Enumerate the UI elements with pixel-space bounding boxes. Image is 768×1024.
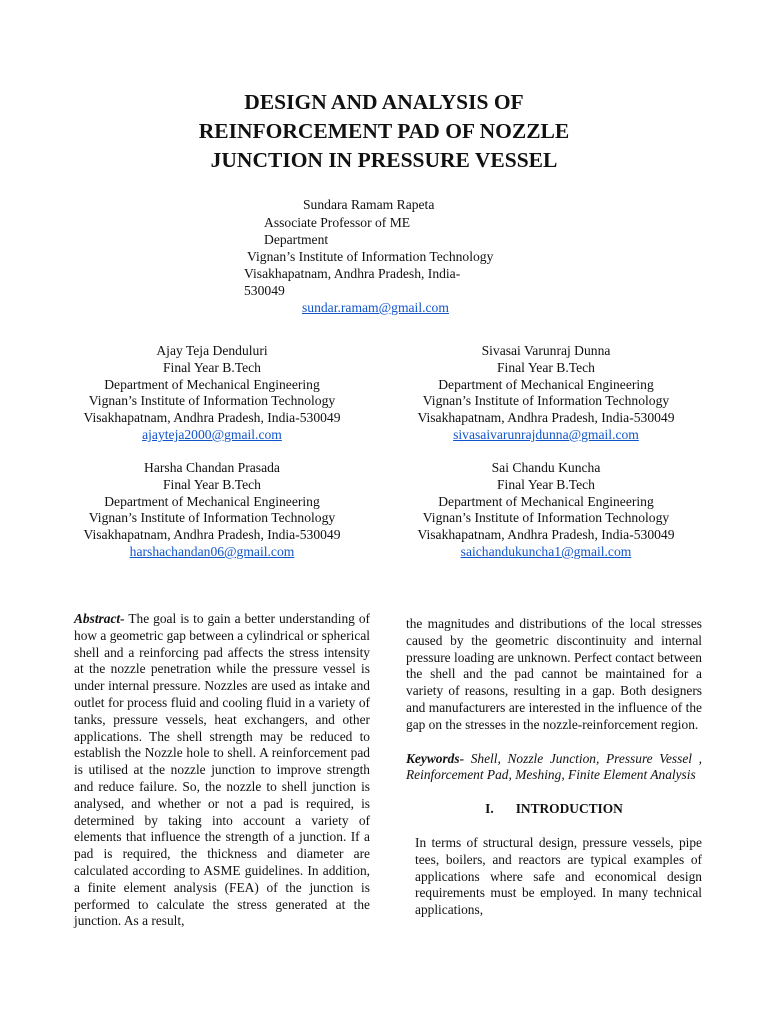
- section-heading: [406, 801, 702, 818]
- abstract-label: Abstract-: [74, 611, 125, 626]
- author-address: Visakhapatnam, Andhra Pradesh, India-530049: [417, 410, 675, 426]
- author-institute: Vignan’s Institute of Information Technology: [422, 393, 670, 409]
- author-department: Department of Mechanical Engineering: [104, 376, 320, 392]
- author-institute: Vignan’s Institute of Information Technology: [88, 393, 336, 409]
- lead-author-role-line-1: Associate Professor of ME: [264, 215, 411, 230]
- author-department: Department of Mechanical Engineering: [438, 493, 654, 509]
- section-number: I.: [485, 801, 494, 817]
- paper-title: [100, 88, 668, 175]
- author-email-link[interactable]: harshachandan06@gmail.com: [129, 543, 295, 559]
- author-address: Visakhapatnam, Andhra Pradesh, India-530049: [83, 527, 341, 543]
- left-column: [74, 611, 370, 930]
- lead-author-institute: Vignan’s Institute of Information Technology: [247, 249, 494, 264]
- title-line-3: JUNCTION IN PRESSURE VESSEL: [210, 148, 558, 172]
- author-department: Department of Mechanical Engineering: [438, 376, 654, 392]
- author-name: Sivasai Varunraj Dunna: [481, 343, 611, 358]
- keywords-paragraph: [406, 751, 702, 785]
- lead-author-role-line-2: Department: [264, 232, 329, 247]
- author-name: Harsha Chandan Prasada: [144, 460, 280, 475]
- author-year: Final Year B.Tech: [163, 476, 261, 492]
- lead-author-address-line-1: Visakhapatnam, Andhra Pradesh, India-: [244, 266, 461, 281]
- author-email-link[interactable]: ajayteja2000@gmail.com: [142, 426, 282, 442]
- author-address: Visakhapatnam, Andhra Pradesh, India-530049: [83, 410, 341, 426]
- introduction-paragraph: In terms of structural design, pressure vessels, pipe tees, boilers, and reactors are typical examples of applications where safe and economical design requirements must be employed. In many technical applications,: [415, 834, 702, 918]
- keywords-label: Keywords-: [406, 750, 465, 766]
- lead-author-email-link[interactable]: sundar.ramam@gmail.com: [302, 300, 449, 315]
- author-year: Final Year B.Tech: [497, 359, 595, 375]
- abstract-paragraph: [74, 611, 370, 930]
- author-card: [57, 460, 367, 561]
- author-institute: Vignan’s Institute of Information Technology: [88, 510, 336, 526]
- author-email-link[interactable]: saichandukuncha1@gmail.com: [460, 543, 632, 559]
- abstract-continued: the magnitudes and distributions of the local stresses caused by the geometric discontinuity and internal pressure loading are unknown. Perfect contact between the shell and the pad cannot be maintained for a variety of reasons, resulting in a gap. Both designers and manufacturers are interested in the influence of the gap on the stresses in the nozzle-reinforcement region.: [406, 616, 702, 732]
- section-title: INTRODUCTION: [515, 801, 623, 817]
- author-card: [57, 343, 367, 444]
- title-line-1: DESIGN AND ANALYSIS OF: [244, 90, 524, 114]
- author-name: Ajay Teja Denduluri: [156, 343, 268, 358]
- author-department: Department of Mechanical Engineering: [104, 493, 320, 509]
- abstract-text: The goal is to gain a better understanding of how a geometric gap between a cylindrical or spherical shell and a reinforcing pad affects the stress intensity at the nozzle penetration while the pressure vessel is under internal pressure. Nozzles are used as intake and outlet for process fluid and cooling fluid in a variety of tanks, pressure vessels, heat exchangers, and other applications. The shell strength may be reduced to establish the Nozzle hole to shell. A reinforcement pad is utilised at the nozzle junction to improve strength and reduce failure. So, the nozzle to shell junction is analysed, and whether or not a pad is required, is determined by taking into account a variety of elements that influence the strength of a junction. If a pad is required, the thickness and diameter are calculated according to ASME guidelines. In addition, a finite element analysis (FEA) of the junction is performed to calculate the stress generated at the junction. As a result,: [74, 611, 370, 929]
- author-card: [391, 460, 701, 561]
- author-email-link[interactable]: sivasaivarunrajdunna@gmail.com: [453, 426, 639, 442]
- author-name: Sai Chandu Kuncha: [491, 460, 601, 475]
- keywords-text: Shell, Nozzle Junction, Pressure Vessel , Reinforcement Pad, Meshing, Finite Element Analysis: [406, 750, 702, 783]
- author-address: Visakhapatnam, Andhra Pradesh, India-530049: [417, 527, 675, 543]
- right-column: [406, 616, 702, 919]
- author-institute: Vignan’s Institute of Information Technology: [422, 510, 670, 526]
- lead-author-address-line-2: 530049: [244, 283, 285, 298]
- lead-author-name: Sundara Ramam Rapeta: [303, 197, 435, 212]
- title-line-2: REINFORCEMENT PAD OF NOZZLE: [198, 119, 570, 143]
- author-card: [391, 343, 701, 444]
- author-year: Final Year B.Tech: [497, 476, 595, 492]
- author-year: Final Year B.Tech: [163, 359, 261, 375]
